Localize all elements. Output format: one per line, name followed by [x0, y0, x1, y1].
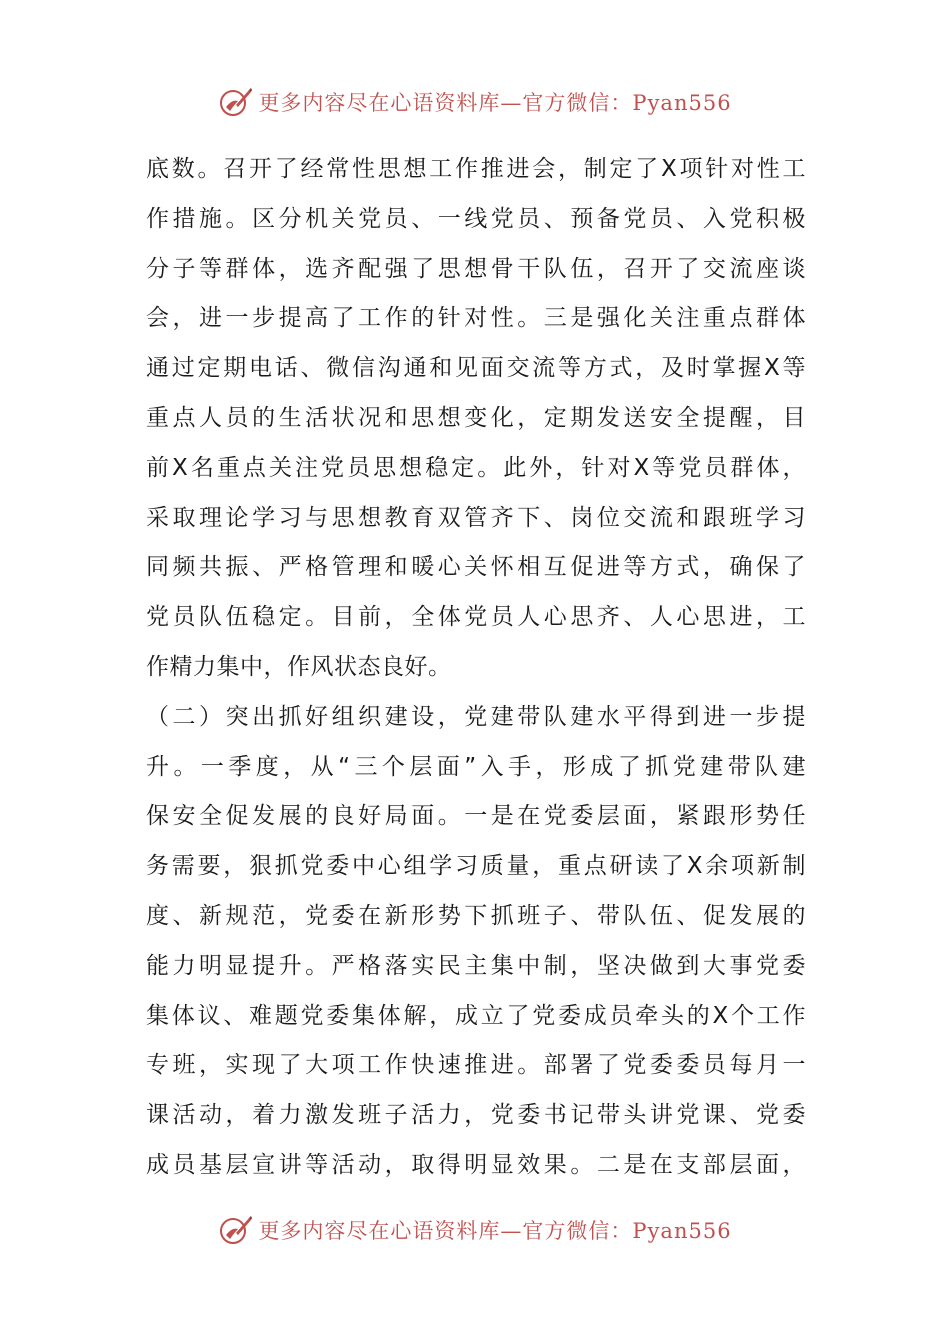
- body-line: 务需要，狠抓党委中心组学习质量，重点研读了X余项新制: [146, 853, 806, 880]
- body-line: 能力明显提升。严格落实民主集中制，坚决做到大事党委: [146, 952, 806, 979]
- body-line: 通过定期电话、微信沟通和见面交流等方式，及时掌握X等: [146, 355, 806, 382]
- body-line: 党员队伍稳定。目前，全体党员人心思齐、人心思进，工: [146, 604, 806, 631]
- document-body: [146, 145, 806, 1191]
- body-line: 分子等群体，选齐配强了思想骨干队伍，召开了交流座谈: [146, 255, 806, 282]
- pen-logo-icon: [218, 1213, 252, 1247]
- body-line: 采取理论学习与思想教育双管齐下、岗位交流和跟班学习: [146, 504, 806, 531]
- footer-banner: [0, 1210, 950, 1250]
- body-line: 专班，实现了大项工作快速推进。部署了党委委员每月一: [146, 1052, 806, 1079]
- body-line: 底数。召开了经常性思想工作推进会，制定了X项针对性工: [146, 156, 806, 182]
- body-line: （二）突出抓好组织建设，党建带队建水平得到进一步提: [146, 703, 806, 730]
- footer-banner-text: 更多内容尽在心语资料库—官方微信：Pyan556: [258, 1219, 732, 1243]
- body-line: 作措施。区分机关党员、一线党员、预备党员、入党积极: [146, 205, 806, 232]
- header-banner-text: 更多内容尽在心语资料库—官方微信：Pyan556: [258, 91, 732, 115]
- header-banner: [0, 82, 950, 122]
- body-line: 升。一季度，从“三个层面”入手，形成了抓党建带队建: [146, 753, 806, 780]
- body-line: 保安全促发展的良好局面。一是在党委层面，紧跟形势任: [146, 803, 806, 830]
- body-line: 同频共振、严格管理和暖心关怀相互促进等方式，确保了: [146, 554, 806, 581]
- body-line: 会，进一步提高了工作的针对性。三是强化关注重点群体: [146, 305, 806, 332]
- body-line: 成员基层宣讲等活动，取得明显效果。二是在支部层面，: [146, 1151, 806, 1178]
- body-line: 重点人员的生活状况和思想变化，定期发送安全提醒，目: [146, 404, 806, 431]
- body-line: 度、新规范，党委在新形势下抓班子、带队伍、促发展的: [146, 902, 806, 929]
- body-line: 作精力集中，作风状态良好。: [146, 653, 452, 680]
- pen-logo-icon: [218, 85, 252, 119]
- body-line: 集体议、难题党委集体解，成立了党委成员牵头的X个工作: [146, 1002, 806, 1029]
- body-line: 课活动，着力激发班子活力，党委书记带头讲党课、党委: [146, 1102, 806, 1129]
- body-line: 前X名重点关注党员思想稳定。此外，针对X等党员群体，: [146, 454, 806, 481]
